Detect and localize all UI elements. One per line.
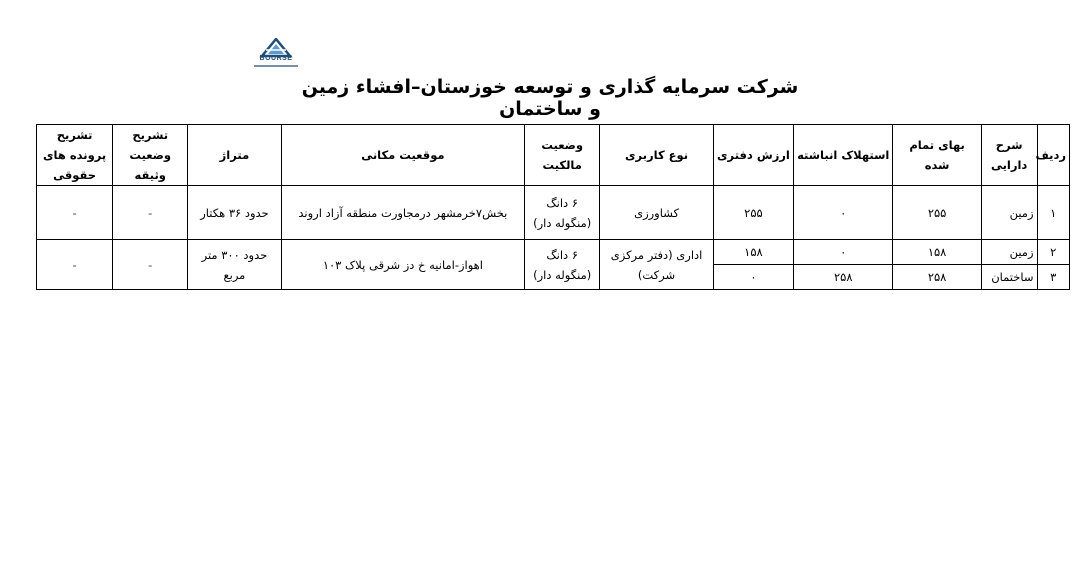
- cell-usage: کشاورزی: [600, 186, 714, 240]
- table-row: [37, 240, 1070, 265]
- cell-mortgage: -: [113, 186, 188, 240]
- cell-asset-desc: ساختمان: [981, 265, 1037, 290]
- cell-cost: ۲۵۸: [893, 265, 981, 290]
- header-book-value: ارزش دفتری: [713, 125, 793, 186]
- cell-row-no: ۲: [1037, 240, 1069, 265]
- header-ownership: وضعیت مالکیت: [525, 125, 600, 186]
- cell-cost: ۱۵۸: [893, 240, 981, 265]
- cell-legal: -: [37, 240, 113, 290]
- cell-asset-desc: زمین: [981, 240, 1037, 265]
- logo-text: BOURSE: [259, 55, 293, 62]
- cell-ownership: ۶ دانگ (منگوله دار): [525, 186, 600, 240]
- header-area: متراژ: [188, 125, 281, 186]
- header-row-no: ردیف: [1037, 125, 1069, 186]
- cell-depreciation: ۲۵۸: [794, 265, 893, 290]
- cell-book-value: ۲۵۵: [713, 186, 793, 240]
- cell-book-value: ۱۵۸: [713, 240, 793, 265]
- table-row: [37, 186, 1070, 240]
- cell-book-value: ۰: [713, 265, 793, 290]
- table-header-row: [37, 125, 1070, 186]
- header-legal: تشریح پرونده های حقوقی: [37, 125, 113, 186]
- logo-subline: [254, 65, 298, 67]
- cell-legal: -: [37, 186, 113, 240]
- header-mortgage: تشریح وضعیت وثیقه: [113, 125, 188, 186]
- cell-row-no: ۱: [1037, 186, 1069, 240]
- cell-depreciation: ۰: [794, 186, 893, 240]
- cell-area: حدود ۳۰۰ متر مربع: [188, 240, 281, 290]
- cell-cost: ۲۵۵: [893, 186, 981, 240]
- cell-usage: اداری (دفتر مرکزی شرکت): [600, 240, 714, 290]
- cell-mortgage: -: [113, 240, 188, 290]
- cell-ownership: ۶ دانگ (منگوله دار): [525, 240, 600, 290]
- header-usage: نوع کاربری: [600, 125, 714, 186]
- page-title: شرکت سرمایه گذاری و توسعه خوزستان–افشاء زمین و ساختمان: [301, 76, 799, 120]
- assets-table: [36, 124, 1070, 290]
- header-depreciation: استهلاک انباشته: [794, 125, 893, 186]
- header-location: موقعیت مکانی: [281, 125, 525, 186]
- header-asset-desc: شرح دارایی: [981, 125, 1037, 186]
- cell-asset-desc: زمین: [981, 186, 1037, 240]
- cell-area: حدود ۳۶ هکتار: [188, 186, 281, 240]
- bourse-logo: [252, 38, 300, 74]
- cell-depreciation: ۰: [794, 240, 893, 265]
- cell-location: بخش۷خرمشهر درمجاورت منطقه آزاد اروند: [281, 186, 525, 240]
- header-cost: بهای تمام شده: [893, 125, 981, 186]
- cell-location: اهواز-امانیه خ دز شرقی پلاک ۱۰۳: [281, 240, 525, 290]
- cell-row-no: ۳: [1037, 265, 1069, 290]
